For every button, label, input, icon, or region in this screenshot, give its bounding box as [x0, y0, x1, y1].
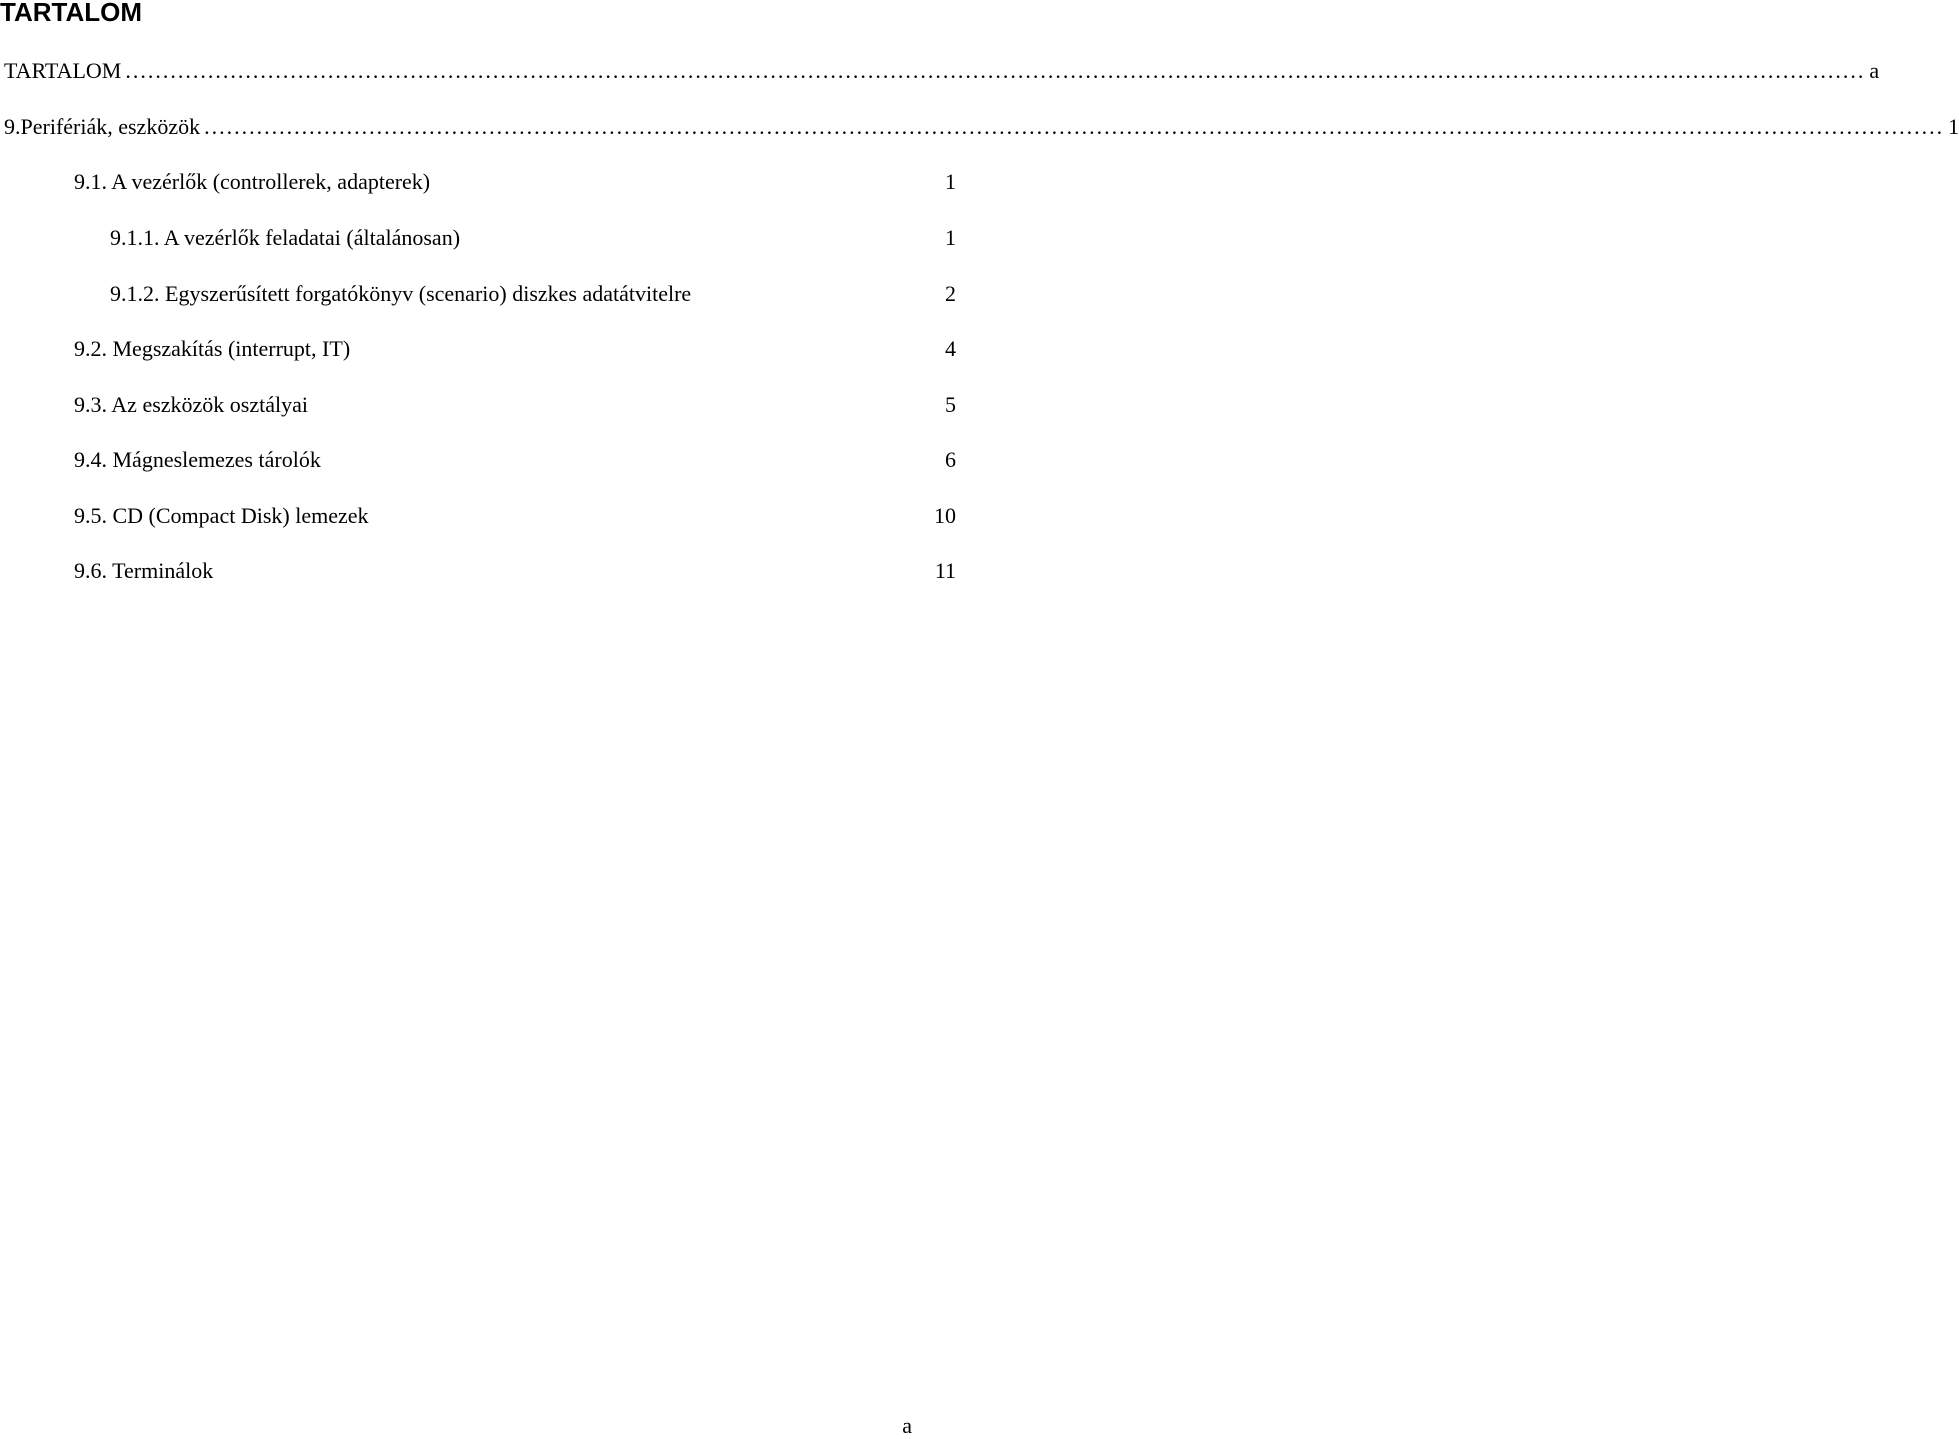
toc-entry-title: 9.1.2. Egyszerűsített forgatókönyv (scenario) diszkes adatátvitelre [110, 281, 692, 306]
toc-entry-title: 9.5. CD (Compact Disk) lemezek [74, 503, 369, 528]
toc-entry-title: 9.1.1. A vezérlők feladatai (általánosan) [110, 225, 461, 250]
toc-entry-page: 11 [934, 558, 956, 583]
toc-entry[interactable] [4, 58, 1880, 84]
toc-entry-page: 1 [945, 225, 956, 250]
toc-entry[interactable] [74, 169, 956, 195]
toc-dot-leader: ........................................................................................................................................................................................................................................ [125, 58, 1866, 83]
toc-entry[interactable] [74, 392, 956, 418]
toc-entry-page: 1 [945, 169, 956, 194]
toc-entry[interactable] [74, 447, 956, 473]
toc-entry-page: a [1869, 58, 1880, 83]
toc-entry-page: 10 [934, 503, 956, 528]
toc-entry[interactable] [4, 114, 1959, 140]
toc-entry-title: 9.1. A vezérlők (controllerek, adapterek) [74, 169, 431, 194]
toc-entry-page: 6 [945, 447, 956, 472]
toc-entry-title: 9.2. Megszakítás (interrupt, IT) [74, 336, 351, 361]
toc-entry-title: 9.3. Az eszközök osztályai [74, 392, 308, 417]
toc-entry-title: 9.6. Terminálok [74, 558, 214, 583]
toc-entry[interactable] [74, 336, 956, 362]
toc-entry-title: 9.Perifériák, eszközök [4, 114, 201, 139]
toc-entry[interactable] [110, 225, 956, 251]
page-heading: TARTALOM [0, 0, 142, 27]
toc-dot-leader: ........................................................................................................................................................................................................................................ [204, 114, 1945, 139]
toc-entry-page: 4 [945, 336, 956, 361]
footer-page-number: a [902, 1413, 912, 1438]
toc-entry[interactable] [74, 558, 956, 584]
toc-entry-page: 5 [945, 392, 956, 417]
toc-entry-page: 2 [945, 281, 956, 306]
toc-entry[interactable] [110, 281, 956, 307]
toc-entry-page: 1 [1948, 114, 1959, 139]
toc-entry-title: 9.4. Mágneslemezes tárolók [74, 447, 321, 472]
toc-entry-title: TARTALOM [4, 58, 122, 83]
toc-entry[interactable] [74, 503, 956, 529]
